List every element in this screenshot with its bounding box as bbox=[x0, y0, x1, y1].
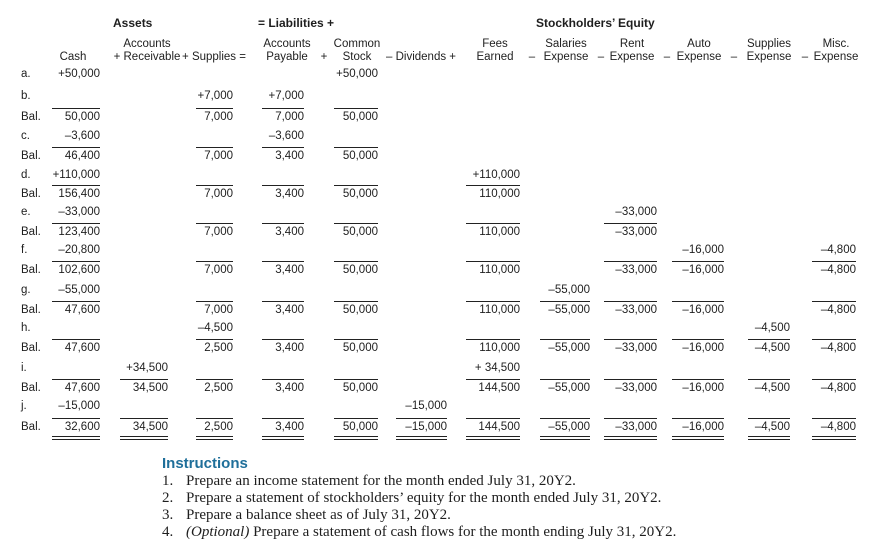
table-cell: 50,000 bbox=[64, 111, 100, 123]
rule-line bbox=[262, 185, 304, 186]
column-header-line2: – bbox=[801, 51, 809, 63]
double-rule-line bbox=[396, 439, 447, 440]
rule-line bbox=[334, 418, 378, 419]
column-header-line2: Earned bbox=[476, 51, 514, 63]
rule-line bbox=[466, 418, 520, 419]
table-cell: +50,000 bbox=[336, 68, 378, 80]
table-cell: 7,000 bbox=[204, 188, 233, 200]
row-label: Bal. bbox=[21, 304, 41, 316]
table-cell: –15,000 bbox=[58, 400, 100, 412]
rule-line bbox=[466, 301, 520, 302]
table-cell: –4,500 bbox=[197, 322, 233, 334]
double-rule-line bbox=[540, 439, 590, 440]
table-cell: 3,400 bbox=[275, 264, 304, 276]
rule-line bbox=[262, 261, 304, 262]
table-cell: 2,500 bbox=[204, 382, 233, 394]
table-cell: –33,000 bbox=[615, 206, 657, 218]
column-header-line2: Stock bbox=[342, 51, 372, 63]
double-rule-line bbox=[604, 436, 657, 437]
column-header-line2: + Supplies = bbox=[182, 51, 246, 63]
rule-line bbox=[196, 379, 233, 380]
table-cell: 3,400 bbox=[275, 150, 304, 162]
double-rule-line bbox=[540, 436, 590, 437]
table-cell: 3,400 bbox=[275, 421, 304, 433]
double-rule-line bbox=[466, 439, 520, 440]
table-cell: –4,500 bbox=[754, 382, 790, 394]
column-header-line1: Auto bbox=[687, 38, 711, 50]
table-cell: –4,800 bbox=[820, 382, 856, 394]
rule-line bbox=[466, 339, 520, 340]
column-header-line2: Expense bbox=[676, 51, 722, 63]
rule-line bbox=[604, 261, 657, 262]
column-header-line2: + bbox=[320, 51, 328, 63]
double-rule-line bbox=[748, 436, 790, 437]
double-rule-line bbox=[334, 436, 378, 437]
table-cell: 50,000 bbox=[342, 382, 378, 394]
table-cell: 3,400 bbox=[275, 304, 304, 316]
rule-line bbox=[604, 418, 657, 419]
table-cell: +7,000 bbox=[197, 90, 233, 102]
instruction-item: 1. Prepare an income statement for the month ended July 31, 20Y2. bbox=[162, 473, 576, 489]
table-cell: 123,400 bbox=[58, 226, 100, 238]
rule-line bbox=[334, 379, 378, 380]
table-cell: 50,000 bbox=[342, 111, 378, 123]
table-cell: –55,000 bbox=[548, 342, 590, 354]
row-label: d. bbox=[21, 169, 31, 181]
table-cell: –55,000 bbox=[548, 382, 590, 394]
rule-line bbox=[196, 223, 233, 224]
rule-line bbox=[52, 301, 100, 302]
table-cell: –15,000 bbox=[405, 421, 447, 433]
rule-line bbox=[262, 147, 304, 148]
row-label: a. bbox=[21, 68, 31, 80]
table-cell: –16,000 bbox=[682, 382, 724, 394]
rule-line bbox=[334, 223, 378, 224]
table-cell: 7,000 bbox=[204, 226, 233, 238]
table-cell: +34,500 bbox=[126, 362, 168, 374]
rule-line bbox=[334, 301, 378, 302]
rule-line bbox=[52, 379, 100, 380]
instruction-item: 3. Prepare a balance sheet as of July 31, 20Y2. bbox=[162, 507, 451, 523]
rule-line bbox=[604, 223, 657, 224]
column-header-line2: – bbox=[663, 51, 671, 63]
rule-line bbox=[334, 147, 378, 148]
table-cell: –4,800 bbox=[820, 244, 856, 256]
table-cell: –33,000 bbox=[615, 264, 657, 276]
rule-line bbox=[196, 339, 233, 340]
double-rule-line bbox=[812, 436, 856, 437]
table-cell: 32,600 bbox=[64, 421, 100, 433]
table-cell: 50,000 bbox=[342, 150, 378, 162]
table-cell: –4,800 bbox=[820, 421, 856, 433]
column-header-line1: Common bbox=[333, 38, 381, 50]
table-cell: 110,000 bbox=[479, 188, 520, 200]
row-label: Bal. bbox=[21, 421, 41, 433]
row-label: f. bbox=[21, 244, 28, 256]
table-cell: +110,000 bbox=[472, 169, 520, 181]
table-cell: 7,000 bbox=[204, 264, 233, 276]
table-cell: 144,500 bbox=[478, 421, 520, 433]
rule-line bbox=[196, 108, 233, 109]
table-cell: 47,600 bbox=[64, 382, 100, 394]
row-label: c. bbox=[21, 130, 30, 142]
table-cell: –15,000 bbox=[405, 400, 447, 412]
rule-line bbox=[748, 418, 790, 419]
table-cell: 144,500 bbox=[478, 382, 520, 394]
rule-line bbox=[120, 418, 168, 419]
table-cell: 47,600 bbox=[64, 304, 100, 316]
table-cell: +7,000 bbox=[268, 90, 304, 102]
rule-line bbox=[196, 185, 233, 186]
table-cell: 50,000 bbox=[342, 188, 378, 200]
table-cell: 34,500 bbox=[132, 382, 168, 394]
rule-line bbox=[334, 185, 378, 186]
table-cell: +110,000 bbox=[52, 169, 100, 181]
table-cell: 110,000 bbox=[479, 304, 520, 316]
table-cell: –16,000 bbox=[682, 342, 724, 354]
double-rule-line bbox=[672, 439, 724, 440]
table-cell: –4,500 bbox=[754, 322, 790, 334]
double-rule-line bbox=[396, 436, 447, 437]
table-cell: –20,800 bbox=[58, 244, 100, 256]
row-label: Bal. bbox=[21, 226, 41, 238]
table-cell: –4,800 bbox=[820, 264, 856, 276]
rule-line bbox=[540, 339, 590, 340]
rule-line bbox=[540, 418, 590, 419]
rule-line bbox=[120, 379, 168, 380]
rule-line bbox=[52, 147, 100, 148]
table-cell: –55,000 bbox=[548, 304, 590, 316]
column-header-line2: – Dividends + bbox=[386, 51, 456, 63]
row-label: b. bbox=[21, 90, 31, 102]
rule-line bbox=[748, 339, 790, 340]
double-rule-line bbox=[52, 439, 100, 440]
table-cell: 3,400 bbox=[275, 342, 304, 354]
table-cell: 110,000 bbox=[479, 264, 520, 276]
rule-line bbox=[52, 185, 100, 186]
rule-line bbox=[52, 223, 100, 224]
table-cell: 2,500 bbox=[204, 342, 233, 354]
table-cell: –55,000 bbox=[548, 284, 590, 296]
rule-line bbox=[262, 339, 304, 340]
rule-line bbox=[262, 379, 304, 380]
table-cell: –3,600 bbox=[64, 130, 100, 142]
rule-line bbox=[396, 418, 447, 419]
table-cell: –33,000 bbox=[615, 342, 657, 354]
table-cell: 50,000 bbox=[342, 342, 378, 354]
column-header-line2: Expense bbox=[609, 51, 655, 63]
table-cell: 50,000 bbox=[342, 226, 378, 238]
table-cell: 2,500 bbox=[204, 421, 233, 433]
rule-line bbox=[604, 339, 657, 340]
rule-line bbox=[672, 339, 724, 340]
table-cell: + 34,500 bbox=[474, 362, 520, 374]
rule-line bbox=[196, 301, 233, 302]
table-cell: 34,500 bbox=[132, 421, 168, 433]
table-cell: –33,000 bbox=[615, 382, 657, 394]
table-cell: –4,500 bbox=[754, 421, 790, 433]
instructions-title: Instructions bbox=[162, 455, 248, 472]
rule-line bbox=[262, 301, 304, 302]
table-cell: 50,000 bbox=[342, 421, 378, 433]
equity-header: Stockholders’ Equity bbox=[536, 16, 655, 30]
instruction-item: 2. Prepare a statement of stockholders’ equity for the month ended July 31, 20Y2. bbox=[162, 490, 662, 506]
rule-line bbox=[262, 108, 304, 109]
table-cell: +50,000 bbox=[58, 68, 100, 80]
table-cell: –33,000 bbox=[615, 304, 657, 316]
rule-line bbox=[604, 301, 657, 302]
column-header-line1: Supplies bbox=[746, 38, 792, 50]
rule-line bbox=[466, 185, 520, 186]
column-header-line1: Fees bbox=[482, 38, 508, 50]
row-label: h. bbox=[21, 322, 31, 334]
table-cell: 3,400 bbox=[275, 188, 304, 200]
row-label: Bal. bbox=[21, 111, 41, 123]
double-rule-line bbox=[812, 439, 856, 440]
table-cell: –3,600 bbox=[268, 130, 304, 142]
row-label: Bal. bbox=[21, 264, 41, 276]
table-cell: 7,000 bbox=[204, 304, 233, 316]
column-header-line1: Accounts bbox=[263, 38, 311, 50]
rule-line bbox=[262, 418, 304, 419]
table-cell: –55,000 bbox=[58, 284, 100, 296]
rule-line bbox=[262, 223, 304, 224]
table-cell: 110,000 bbox=[479, 342, 520, 354]
table-cell: –55,000 bbox=[548, 421, 590, 433]
rule-line bbox=[812, 418, 856, 419]
row-label: g. bbox=[21, 284, 31, 296]
table-cell: –33,000 bbox=[615, 421, 657, 433]
rule-line bbox=[52, 418, 100, 419]
column-header-line1: Misc. bbox=[822, 38, 850, 50]
double-rule-line bbox=[262, 439, 304, 440]
table-cell: 3,400 bbox=[275, 226, 304, 238]
table-cell: –16,000 bbox=[682, 421, 724, 433]
rule-line bbox=[812, 301, 856, 302]
column-header-line1: Salaries bbox=[545, 38, 587, 50]
double-rule-line bbox=[196, 436, 233, 437]
rule-line bbox=[540, 301, 590, 302]
table-cell: –33,000 bbox=[615, 226, 657, 238]
rule-line bbox=[466, 223, 520, 224]
double-rule-line bbox=[120, 436, 168, 437]
rule-line bbox=[672, 301, 724, 302]
assets-header: Assets bbox=[113, 16, 153, 30]
table-cell: 50,000 bbox=[342, 304, 378, 316]
column-header-line2: – bbox=[528, 51, 536, 63]
rule-line bbox=[466, 261, 520, 262]
liabilities-header: = Liabilities + bbox=[258, 16, 335, 30]
rule-line bbox=[604, 379, 657, 380]
rule-line bbox=[672, 261, 724, 262]
double-rule-line bbox=[120, 439, 168, 440]
double-rule-line bbox=[262, 436, 304, 437]
rule-line bbox=[334, 261, 378, 262]
double-rule-line bbox=[748, 439, 790, 440]
rule-line bbox=[672, 379, 724, 380]
table-cell: 47,600 bbox=[64, 342, 100, 354]
rule-line bbox=[196, 147, 233, 148]
table-cell: 156,400 bbox=[58, 188, 100, 200]
row-label: Bal. bbox=[21, 188, 41, 200]
column-header-line2: – bbox=[597, 51, 605, 63]
rule-line bbox=[812, 261, 856, 262]
table-cell: 7,000 bbox=[204, 111, 233, 123]
table-cell: –4,500 bbox=[754, 342, 790, 354]
rule-line bbox=[52, 108, 100, 109]
table-cell: 46,400 bbox=[64, 150, 100, 162]
column-header-line2: Payable bbox=[266, 51, 308, 63]
table-cell: –4,800 bbox=[820, 342, 856, 354]
rule-line bbox=[196, 261, 233, 262]
table-cell: –4,800 bbox=[820, 304, 856, 316]
row-label: Bal. bbox=[21, 150, 41, 162]
double-rule-line bbox=[466, 436, 520, 437]
double-rule-line bbox=[52, 436, 100, 437]
table-cell: 3,400 bbox=[275, 382, 304, 394]
instruction-item: 4. (Optional) Prepare a statement of cash flows for the month ending July 31, 20Y2. bbox=[162, 524, 677, 540]
table-cell: –16,000 bbox=[682, 244, 724, 256]
row-label: e. bbox=[21, 206, 31, 218]
column-header-line2: + Receivable bbox=[113, 51, 181, 63]
double-rule-line bbox=[604, 439, 657, 440]
column-header-line2: – bbox=[730, 51, 738, 63]
rule-line bbox=[52, 339, 100, 340]
table-cell: 102,600 bbox=[58, 264, 100, 276]
table-cell: –33,000 bbox=[58, 206, 100, 218]
table-cell: 50,000 bbox=[342, 264, 378, 276]
column-header-line1: Rent bbox=[619, 38, 645, 50]
table-cell: –16,000 bbox=[682, 264, 724, 276]
table-cell: 7,000 bbox=[275, 111, 304, 123]
column-header-line2: Cash bbox=[59, 51, 87, 63]
rule-line bbox=[812, 379, 856, 380]
rule-line bbox=[334, 108, 378, 109]
table-cell: –16,000 bbox=[682, 304, 724, 316]
row-label: Bal. bbox=[21, 342, 41, 354]
table-cell: 110,000 bbox=[479, 226, 520, 238]
table-cell: 7,000 bbox=[204, 150, 233, 162]
double-rule-line bbox=[196, 439, 233, 440]
rule-line bbox=[540, 379, 590, 380]
column-header-line1: Accounts bbox=[123, 38, 171, 50]
row-label: i. bbox=[21, 362, 27, 374]
rule-line bbox=[812, 339, 856, 340]
rule-line bbox=[334, 339, 378, 340]
rule-line bbox=[466, 379, 520, 380]
rule-line bbox=[52, 261, 100, 262]
row-label: j. bbox=[21, 400, 27, 412]
rule-line bbox=[196, 418, 233, 419]
column-header-line2: Expense bbox=[813, 51, 859, 63]
rule-line bbox=[672, 418, 724, 419]
rule-line bbox=[748, 379, 790, 380]
column-header-line2: Expense bbox=[746, 51, 792, 63]
column-header-line2: Expense bbox=[543, 51, 589, 63]
row-label: Bal. bbox=[21, 382, 41, 394]
double-rule-line bbox=[334, 439, 378, 440]
double-rule-line bbox=[672, 436, 724, 437]
